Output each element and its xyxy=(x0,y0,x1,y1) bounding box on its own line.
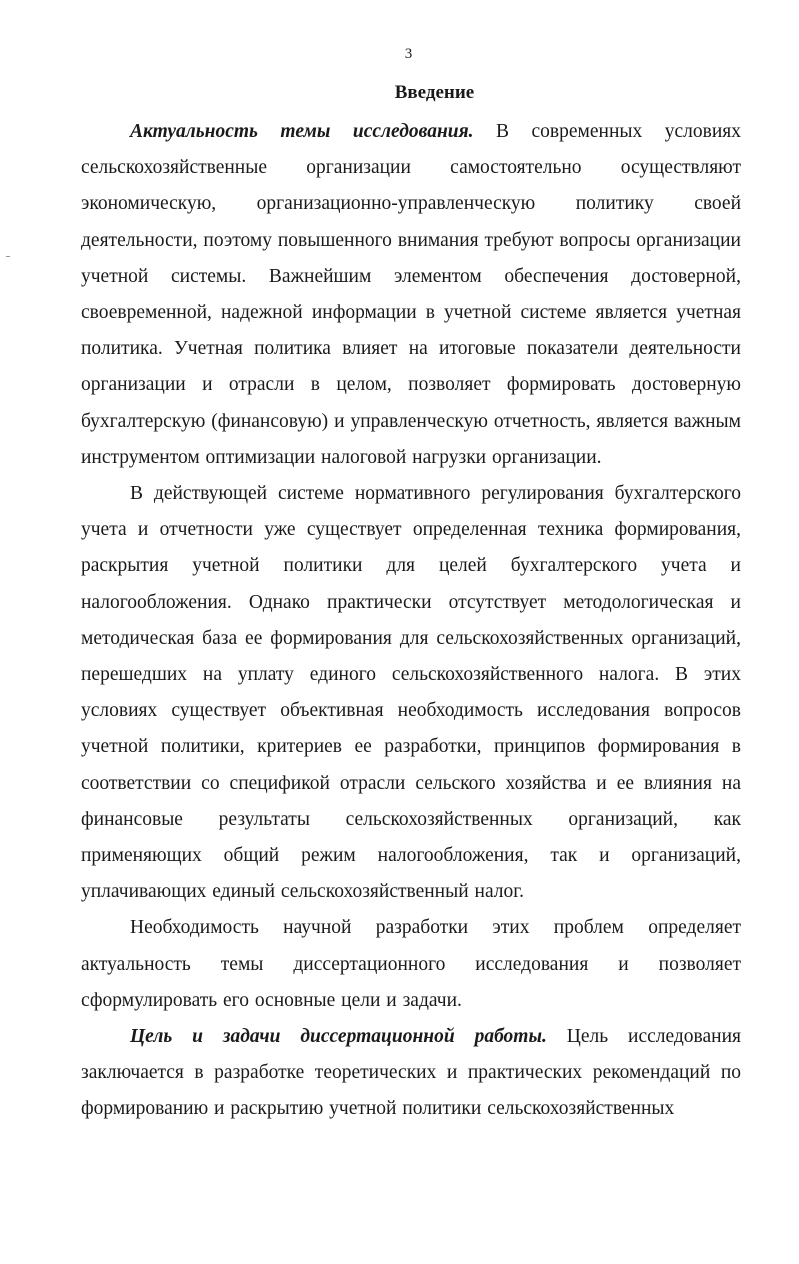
margin-mark xyxy=(6,256,10,257)
paragraph-necessity xyxy=(81,910,741,1019)
section-title: Введение xyxy=(394,82,475,103)
body-text xyxy=(81,114,741,1128)
paragraph-goals-text: Цель исследования заключается в разработке теоретических и практических рекомендаций по формированию и раскрытию учетной политики сельскохозяйственных xyxy=(81,1026,741,1120)
paragraph-necessity-text: Необходимость научной разработки этих проблем определяет актуальность темы диссертационного исследования и позволяет сформулировать его основные цели и задачи. xyxy=(81,917,741,1011)
page-number: 3 xyxy=(404,46,413,62)
paragraph-relevance-lead: Актуальность темы исследования. xyxy=(130,121,474,142)
paragraph-relevance-text: В современных условиях сельскохозяйственные организации самостоятельно осуществляют экономическую, организационно-управленческую политику своей деятельности, поэтому повышенного внимания требуют вопросы организации учетной системы. Важнейшим элементом обеспечения достоверной, своевременной, надежной информации в учетной системе является учетная политика. Учетная политика влияет на итоговые показатели деятельности организации и отрасли в целом, позволяет формировать достоверную бухгалтерскую (финансовую) и управленческую отчетность, является важным инструментом оптимизации налоговой нагрузки организации. xyxy=(81,121,741,468)
paragraph-regulation-text: В действующей системе нормативного регулирования бухгалтерского учета и отчетности уже существует определенная техника формирования, раскрытия учетной политики для целей бухгалтерского учета и налогообложения. Однако практически отсутствует методологическая и методическая база ее формирования для сельскохозяйственных организаций, перешедших на уплату единого сельскохозяйственного налога. В этих условиях существует объективная необходимость исследования вопросов учетной политики, критериев ее разработки, принципов формирования в соответствии со спецификой отрасли сельского хозяйства и ее влияния на финансовые результаты сельскохозяйственных организаций, как применяющих общий режим налогообложения, так и организаций, уплачивающих единый сельскохозяйственный налог. xyxy=(81,483,741,903)
paragraph-goals xyxy=(81,1019,741,1128)
paragraph-goals-lead: Цель и задачи диссертационной работы. xyxy=(130,1026,547,1048)
paragraph-relevance xyxy=(81,114,741,476)
paragraph-regulation xyxy=(81,476,741,910)
